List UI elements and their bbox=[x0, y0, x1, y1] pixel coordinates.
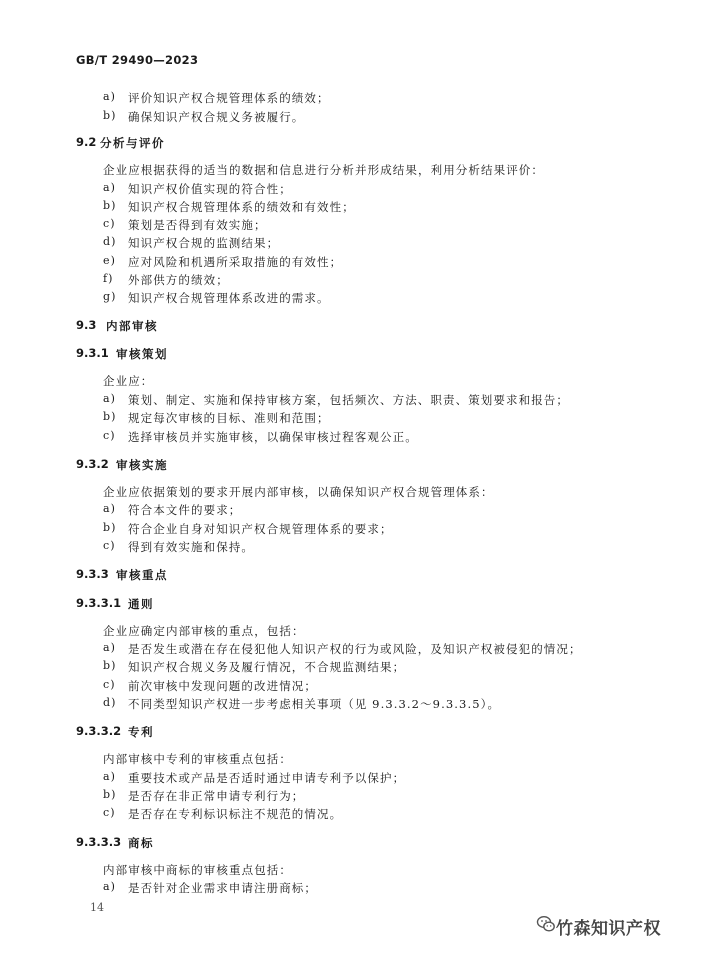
item-text: 知识产权合规管理体系改进的需求。 bbox=[128, 291, 330, 305]
item-text: 选择审核员并实施审核，以确保审核过程客观公正。 bbox=[128, 430, 418, 444]
section-number: 9.3 bbox=[76, 318, 97, 332]
item-label: b) bbox=[103, 199, 117, 212]
item-label: c) bbox=[103, 429, 116, 442]
item-label: b) bbox=[103, 659, 117, 672]
paragraph: 内部审核中商标的审核重点包括： bbox=[103, 863, 292, 877]
watermark: 竹森知识产权 bbox=[556, 919, 661, 939]
section-title: 审核实施 bbox=[116, 458, 168, 472]
item-label: a) bbox=[103, 392, 117, 405]
section-title: 分析与评价 bbox=[100, 136, 165, 150]
item-label: c) bbox=[103, 539, 116, 552]
item-text: 是否针对企业需求申请注册商标； bbox=[128, 881, 317, 895]
item-text: 策划、制定、实施和保持审核方案，包括频次、方法、职责、策划要求和报告； bbox=[128, 393, 569, 407]
section-number: 9.3.3.2 bbox=[76, 724, 122, 738]
paragraph: 内部审核中专利的审核重点包括： bbox=[103, 752, 292, 766]
item-text: 外部供方的绩效； bbox=[128, 273, 229, 287]
item-label: a) bbox=[103, 770, 117, 783]
page-number: 14 bbox=[90, 901, 104, 914]
item-text: 前次审核中发现问题的改进情况； bbox=[128, 679, 317, 693]
item-label: a) bbox=[103, 502, 117, 515]
item-label: b) bbox=[103, 410, 117, 423]
paragraph: 企业应依据策划的要求开展内部审核，以确保知识产权合规管理体系： bbox=[103, 485, 494, 499]
item-text: 评价知识产权合规管理体系的绩效； bbox=[128, 91, 330, 105]
item-label: f) bbox=[103, 272, 114, 285]
item-text: 知识产权合规的监测结果； bbox=[128, 236, 280, 250]
section-number: 9.3.3 bbox=[76, 567, 109, 581]
item-text: 确保知识产权合规义务被履行。 bbox=[128, 110, 305, 124]
section-title: 通则 bbox=[128, 597, 154, 611]
item-text: 符合企业自身对知识产权合规管理体系的要求； bbox=[128, 522, 393, 536]
item-label: c) bbox=[103, 217, 116, 230]
item-text: 是否存在专利标识标注不规范的情况。 bbox=[128, 807, 343, 821]
item-label: c) bbox=[103, 678, 116, 691]
paragraph: 企业应确定内部审核的重点，包括： bbox=[103, 624, 305, 638]
wechat-icon bbox=[536, 914, 556, 934]
section-title: 审核策划 bbox=[116, 347, 168, 361]
section-number: 9.2 bbox=[76, 135, 97, 149]
item-label: a) bbox=[103, 641, 117, 654]
section-number: 9.3.2 bbox=[76, 457, 109, 471]
paragraph: 企业应： bbox=[103, 374, 154, 388]
section-number: 9.3.1 bbox=[76, 346, 109, 360]
item-label: b) bbox=[103, 788, 117, 801]
section-number: 9.3.3.3 bbox=[76, 835, 122, 849]
item-label: b) bbox=[103, 521, 117, 534]
section-number: 9.3.3.1 bbox=[76, 596, 122, 610]
item-label: e) bbox=[103, 254, 117, 267]
section-title: 内部审核 bbox=[106, 319, 158, 333]
item-text: 应对风险和机遇所采取措施的有效性； bbox=[128, 255, 343, 269]
section-title: 商标 bbox=[128, 836, 154, 850]
section-title: 专利 bbox=[128, 725, 154, 739]
item-label: g) bbox=[103, 290, 117, 303]
item-label: c) bbox=[103, 806, 116, 819]
item-label: a) bbox=[103, 181, 117, 194]
item-text: 符合本文件的要求； bbox=[128, 503, 242, 517]
standard-number: GB/T 29490—2023 bbox=[76, 53, 199, 67]
item-label: a) bbox=[103, 90, 117, 103]
item-text: 重要技术或产品是否适时通过申请专利予以保护； bbox=[128, 771, 406, 785]
item-label: d) bbox=[103, 235, 117, 248]
item-text: 是否存在非正常申请专利行为； bbox=[128, 789, 305, 803]
item-text: 知识产权价值实现的符合性； bbox=[128, 182, 292, 196]
item-label: a) bbox=[103, 880, 117, 893]
item-text: 策划是否得到有效实施； bbox=[128, 218, 267, 232]
item-text: 知识产权合规管理体系的绩效和有效性； bbox=[128, 200, 355, 214]
item-label: b) bbox=[103, 109, 117, 122]
item-text: 得到有效实施和保持。 bbox=[128, 540, 254, 554]
item-text: 规定每次审核的目标、准则和范围； bbox=[128, 411, 330, 425]
item-text: 知识产权合规义务及履行情况，不合规监测结果； bbox=[128, 660, 406, 674]
item-text: 是否发生或潜在存在侵犯他人知识产权的行为或风险，及知识产权被侵犯的情况； bbox=[128, 642, 582, 656]
paragraph: 企业应根据获得的适当的数据和信息进行分析并形成结果，利用分析结果评价： bbox=[103, 163, 544, 177]
section-title: 审核重点 bbox=[116, 568, 168, 582]
item-label: d) bbox=[103, 696, 117, 709]
item-text: 不同类型知识产权进一步考虑相关事项（见 9.3.3.2～9.3.3.5）。 bbox=[128, 697, 501, 711]
